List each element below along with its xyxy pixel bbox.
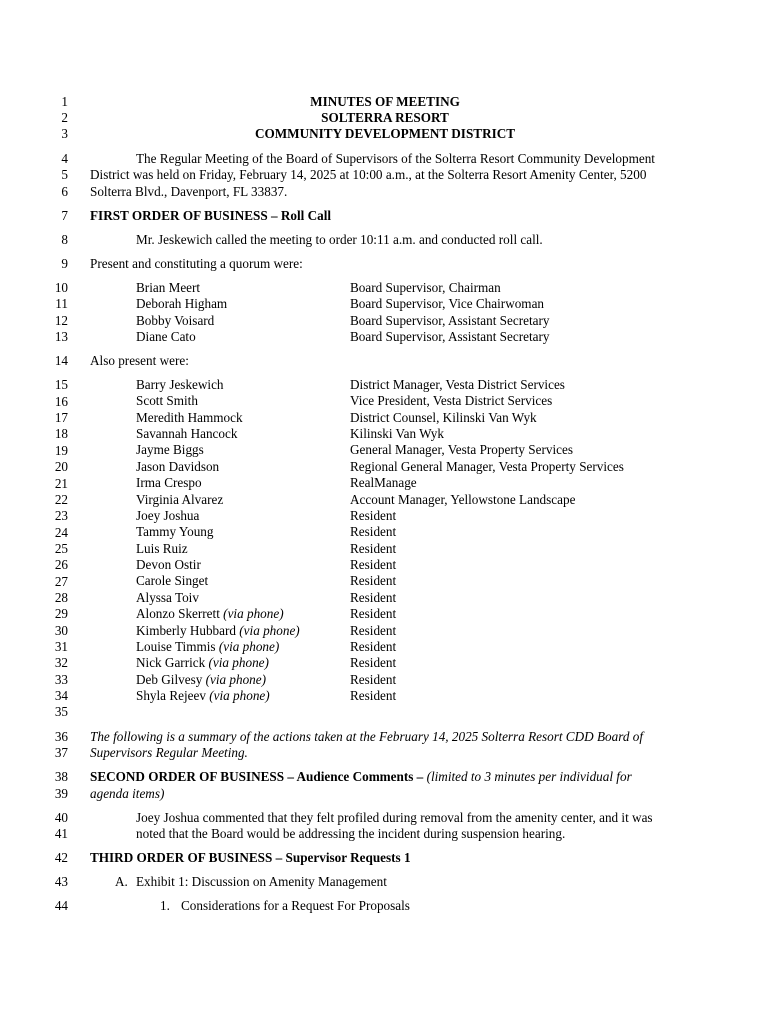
attendee-role: Resident <box>350 655 397 670</box>
roll-call-text: Mr. Jeskewich called the meeting to order 10:11 a.m. and conducted roll call. <box>136 232 543 247</box>
second-order-heading: SECOND ORDER OF BUSINESS – Audience Comments – <box>90 769 424 784</box>
person-name: Scott Smith <box>136 393 198 408</box>
line-number: 25 <box>54 541 68 556</box>
attendee-name <box>136 655 269 671</box>
attendee-role: Resident <box>350 573 397 588</box>
line-number: 30 <box>54 623 68 638</box>
attendee-name <box>136 459 219 475</box>
person-name: Alonzo Skerrett <box>136 606 220 621</box>
summary-line: Supervisors Regular Meeting. <box>90 745 248 760</box>
person-name: Deborah Higham <box>136 296 228 311</box>
person-name: Savannah Hancock <box>136 426 238 441</box>
line-number: 11 <box>55 296 68 311</box>
attendee-role: Regional General Manager, Vesta Property Services <box>350 459 624 474</box>
line-number: 16 <box>54 394 68 409</box>
person-name: Louise Timmis <box>136 639 216 654</box>
attendee-name <box>136 296 227 312</box>
line-number: 37 <box>54 745 68 760</box>
person-name: Bobby Voisard <box>136 313 215 328</box>
intro-line: District was held on Friday, February 14, 2025 at 10:00 a.m., at the Solterra Resort Amenity Center, 5200 <box>90 167 647 182</box>
attendee-role: Resident <box>350 623 397 638</box>
attendee-name <box>136 541 188 557</box>
attendee-role: District Counsel, Kilinski Van Wyk <box>350 410 537 425</box>
attendee-role: Resident <box>350 590 397 605</box>
item-a-marker: A. <box>115 874 128 889</box>
item-a-text: Exhibit 1: Discussion on Amenity Management <box>136 874 387 889</box>
attendee-name <box>136 524 213 540</box>
line-number: 41 <box>54 826 68 841</box>
person-name: Brian Meert <box>136 280 201 295</box>
attendee-name <box>136 393 198 409</box>
attendee-name <box>136 410 243 426</box>
person-name: Joey Joshua <box>136 508 200 523</box>
line-number: 17 <box>54 410 68 425</box>
person-name: Meredith Hammock <box>136 410 243 425</box>
person-name: Tammy Young <box>136 524 214 539</box>
line-number: 26 <box>54 557 68 572</box>
attendee-name <box>136 426 237 442</box>
person-name: Virginia Alvarez <box>136 492 224 507</box>
attendee-role: Vice President, Vesta District Services <box>350 393 553 408</box>
attendee-name <box>136 557 201 573</box>
item-1-marker: 1. <box>160 898 170 913</box>
attendance-note: (via phone) <box>223 606 284 621</box>
person-name: Jayme Biggs <box>136 442 204 457</box>
attendee-role: District Manager, Vesta District Services <box>350 377 565 392</box>
line-number: 3 <box>61 126 68 141</box>
line-number: 21 <box>54 476 68 491</box>
attendee-name <box>136 475 202 491</box>
attendee-role: Resident <box>350 606 397 621</box>
line-number: 31 <box>54 639 68 654</box>
attendee-name <box>136 329 196 345</box>
attendee-role: Board Supervisor, Vice Chairwoman <box>350 296 545 311</box>
person-name: Barry Jeskewich <box>136 377 224 392</box>
attendance-note: (via phone) <box>239 623 300 638</box>
line-number: 39 <box>54 786 68 801</box>
person-name: Diane Cato <box>136 329 196 344</box>
line-number: 1 <box>61 94 68 109</box>
audience-comment-line: noted that the Board would be addressing the incident during suspension hearing. <box>136 826 566 841</box>
line-number: 5 <box>61 167 68 182</box>
attendee-role: Resident <box>350 688 397 703</box>
attendee-role: Board Supervisor, Chairman <box>350 280 501 295</box>
attendee-name <box>136 508 199 524</box>
line-number: 22 <box>54 492 68 507</box>
person-name: Jason Davidson <box>136 459 220 474</box>
attendee-name <box>136 573 208 589</box>
line-number: 44 <box>54 898 68 913</box>
person-name: Nick Garrick <box>136 655 206 670</box>
attendee-name <box>136 688 270 704</box>
line-number: 35 <box>54 704 68 719</box>
line-number: 10 <box>54 280 68 295</box>
attendance-note: (via phone) <box>218 639 280 654</box>
line-number: 38 <box>54 769 68 784</box>
line-number: 23 <box>54 508 68 523</box>
line-number: 32 <box>54 655 68 670</box>
line-number: 6 <box>61 184 68 199</box>
attendee-role: Resident <box>350 672 397 687</box>
intro-line: The Regular Meeting of the Board of Supervisors of the Solterra Resort Community Development <box>136 151 655 166</box>
line-number: 15 <box>54 377 68 392</box>
line-number: 14 <box>54 353 68 368</box>
title-line-2: SOLTERRA RESORT <box>321 110 449 125</box>
attendee-role: Resident <box>350 541 397 556</box>
line-number: 27 <box>54 574 68 589</box>
quorum-label: Present and constituting a quorum were: <box>90 256 303 271</box>
attendee-name <box>136 672 266 688</box>
second-order-heading-note-cont: agenda items) <box>90 786 165 801</box>
attendee-role: Resident <box>350 639 397 654</box>
person-name: Kimberly Hubbard <box>136 623 236 638</box>
person-name: Luis Ruiz <box>136 541 188 556</box>
person-name: Shyla Rejeev <box>136 688 206 703</box>
line-number: 9 <box>61 256 68 271</box>
attendee-role: Resident <box>350 557 397 572</box>
attendee-name <box>136 313 214 329</box>
attendee-name <box>136 623 300 639</box>
attendee-role: Resident <box>350 508 397 523</box>
second-order-heading-row <box>90 769 632 785</box>
line-number: 18 <box>54 426 68 441</box>
title-line-1: MINUTES OF MEETING <box>310 94 460 109</box>
line-number: 24 <box>54 525 68 540</box>
line-number: 4 <box>61 151 68 166</box>
attendance-note: (via phone) <box>205 672 267 687</box>
title-line-3: COMMUNITY DEVELOPMENT DISTRICT <box>254 126 516 141</box>
attendee-role: Board Supervisor, Assistant Secretary <box>350 313 550 328</box>
line-number: 13 <box>54 329 68 344</box>
audience-comment-line: Joey Joshua commented that they felt profiled during removal from the amenity center, and it was <box>136 810 653 825</box>
attendee-role: General Manager, Vesta Property Services <box>350 442 573 457</box>
line-number: 42 <box>54 850 68 865</box>
attendee-name <box>136 606 284 622</box>
attendance-note: (via phone) <box>209 688 270 703</box>
attendee-name <box>136 492 223 508</box>
line-number: 33 <box>54 672 68 687</box>
line-number: 40 <box>54 810 68 825</box>
line-number: 29 <box>54 606 68 621</box>
attendee-name <box>136 442 204 458</box>
attendee-role: Account Manager, Yellowstone Landscape <box>350 492 576 507</box>
summary-line: The following is a summary of the actions taken at the February 14, 2025 Solterra Resort CDD Board of <box>90 729 643 744</box>
line-number: 36 <box>54 729 68 744</box>
second-order-heading-note: (limited to 3 minutes per individual for <box>426 769 632 784</box>
line-number: 19 <box>54 443 68 458</box>
attendee-role: RealManage <box>350 475 417 490</box>
attendee-name <box>136 280 200 296</box>
line-number: 43 <box>54 874 68 889</box>
line-number: 7 <box>61 208 68 223</box>
line-number: 12 <box>54 313 68 328</box>
third-order-heading: THIRD ORDER OF BUSINESS – Supervisor Requests 1 <box>90 850 411 865</box>
line-number: 34 <box>54 688 68 703</box>
line-number: 2 <box>61 110 68 125</box>
attendee-role: Kilinski Van Wyk <box>350 426 444 441</box>
person-name: Alyssa Toiv <box>136 590 199 605</box>
line-number: 28 <box>54 590 68 605</box>
intro-line: Solterra Blvd., Davenport, FL 33837. <box>90 184 288 199</box>
item-1-text: Considerations for a Request For Proposals <box>181 898 410 913</box>
person-name: Carole Singet <box>136 573 209 588</box>
person-name: Devon Ostir <box>136 557 201 572</box>
attendance-note: (via phone) <box>208 655 269 670</box>
also-present-label: Also present were: <box>90 353 189 368</box>
line-number: 20 <box>54 459 68 474</box>
line-number: 8 <box>61 232 68 247</box>
attendee-name <box>136 377 224 393</box>
person-name: Irma Crespo <box>136 475 202 490</box>
attendee-role: Resident <box>350 524 397 539</box>
attendee-role: Board Supervisor, Assistant Secretary <box>350 329 550 344</box>
first-order-heading: FIRST ORDER OF BUSINESS – Roll Call <box>90 208 332 223</box>
attendee-name <box>136 639 279 655</box>
attendee-name <box>136 590 199 606</box>
person-name: Deb Gilvesy <box>136 672 203 687</box>
